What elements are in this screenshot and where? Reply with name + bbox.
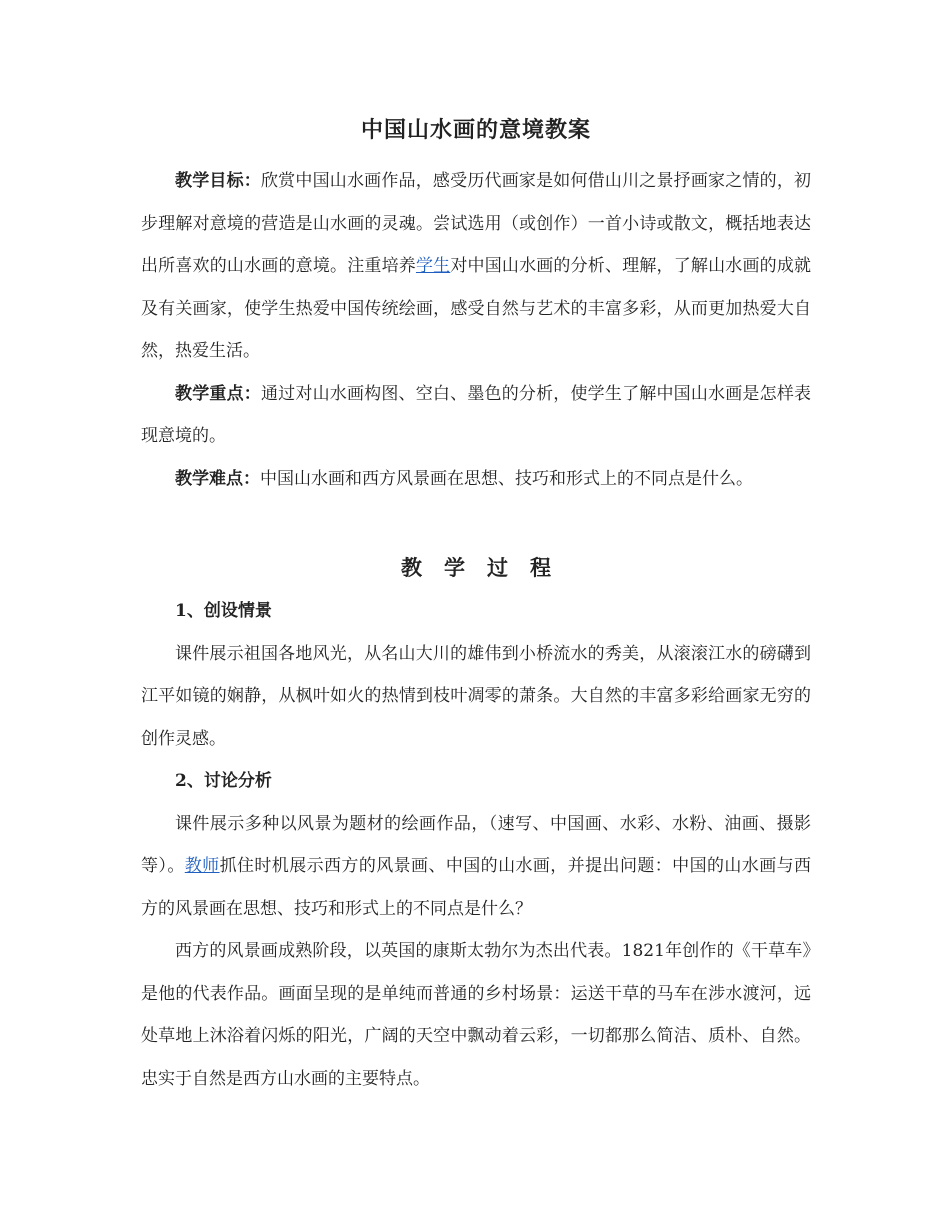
step1-heading: 1、创设情景	[175, 601, 272, 621]
document-page	[141, 108, 811, 1100]
teaching-goal-label: 教学目标：	[175, 171, 261, 191]
teaching-goal-text-1: 欣赏中国山水画作品，感受历代画家是如何借山川之景抒画家之情的，初步理解对意境的营造是山水画的灵魂。尝试选用（或创作）一首小诗或散文，概括地表达出所喜欢的山水画的意境。注重培养	[141, 171, 812, 276]
key-point-text: 通过对山水画构图、空白、墨色的分析，使学生了解中国山水画是怎样表现意境的。	[141, 383, 812, 446]
document-title: 中国山水画的意境教案	[360, 117, 591, 143]
key-point-label: 教学重点：	[175, 383, 261, 404]
difficulty-text: 中国山水画和西方风景画在思想、技巧和形式上的不同点是什么。	[260, 468, 753, 489]
step2-paragraph	[141, 803, 811, 931]
step2-text-2: 抓住时机展示西方的风景画、中国的山水画，并提出问题：中国的山水画与西方的风景画在思想、技巧和形式上的不同点是什么？	[141, 856, 812, 919]
teacher-link[interactable]: 教师	[184, 856, 220, 876]
step2-text-1: 课件展示多种以风景为题材的绘画作品，（速写、中国画、水彩、水粉、油画、摄影等）。	[141, 813, 811, 876]
key-point-paragraph	[141, 373, 811, 458]
western-landscape-paragraph: 西方的风景画成熟阶段，以英国的康斯太勃尔为杰出代表。1821年创作的《干草车》是他的代表作品。画面呈现的是单纯而普通的乡村场景：运送干草的马车在涉水渡河，远处草地上沐浴着闪烁的阳光，广阔的天空中飘动着云彩，一切都那么简洁、质朴、自然。忠实于自然是西方山水画的主要特点。	[141, 941, 811, 1089]
difficulty-paragraph	[141, 458, 811, 501]
teaching-goal-text-2: 对中国山水画的分析、理解，了解山水画的成就及有关画家，使学生热爱中国传统绘画，感受自然与艺术的丰富多彩，从而更加热爱大自然，热爱生活。	[141, 256, 812, 361]
process-title: 教学过程	[401, 555, 573, 580]
step1-text: 课件展示祖国各地风光，从名山大川的雄伟到小桥流水的秀美，从滚滚江水的磅礴到江平如镜的娴静，从枫叶如火的热情到枝叶凋零的萧条。大自然的丰富多彩给画家无穷的创作灵感。	[141, 643, 811, 749]
difficulty-label: 教学难点：	[175, 468, 260, 489]
step2-heading: 2、讨论分析	[175, 771, 272, 791]
teaching-goal-paragraph	[141, 160, 811, 373]
student-link[interactable]: 学生	[415, 256, 451, 276]
